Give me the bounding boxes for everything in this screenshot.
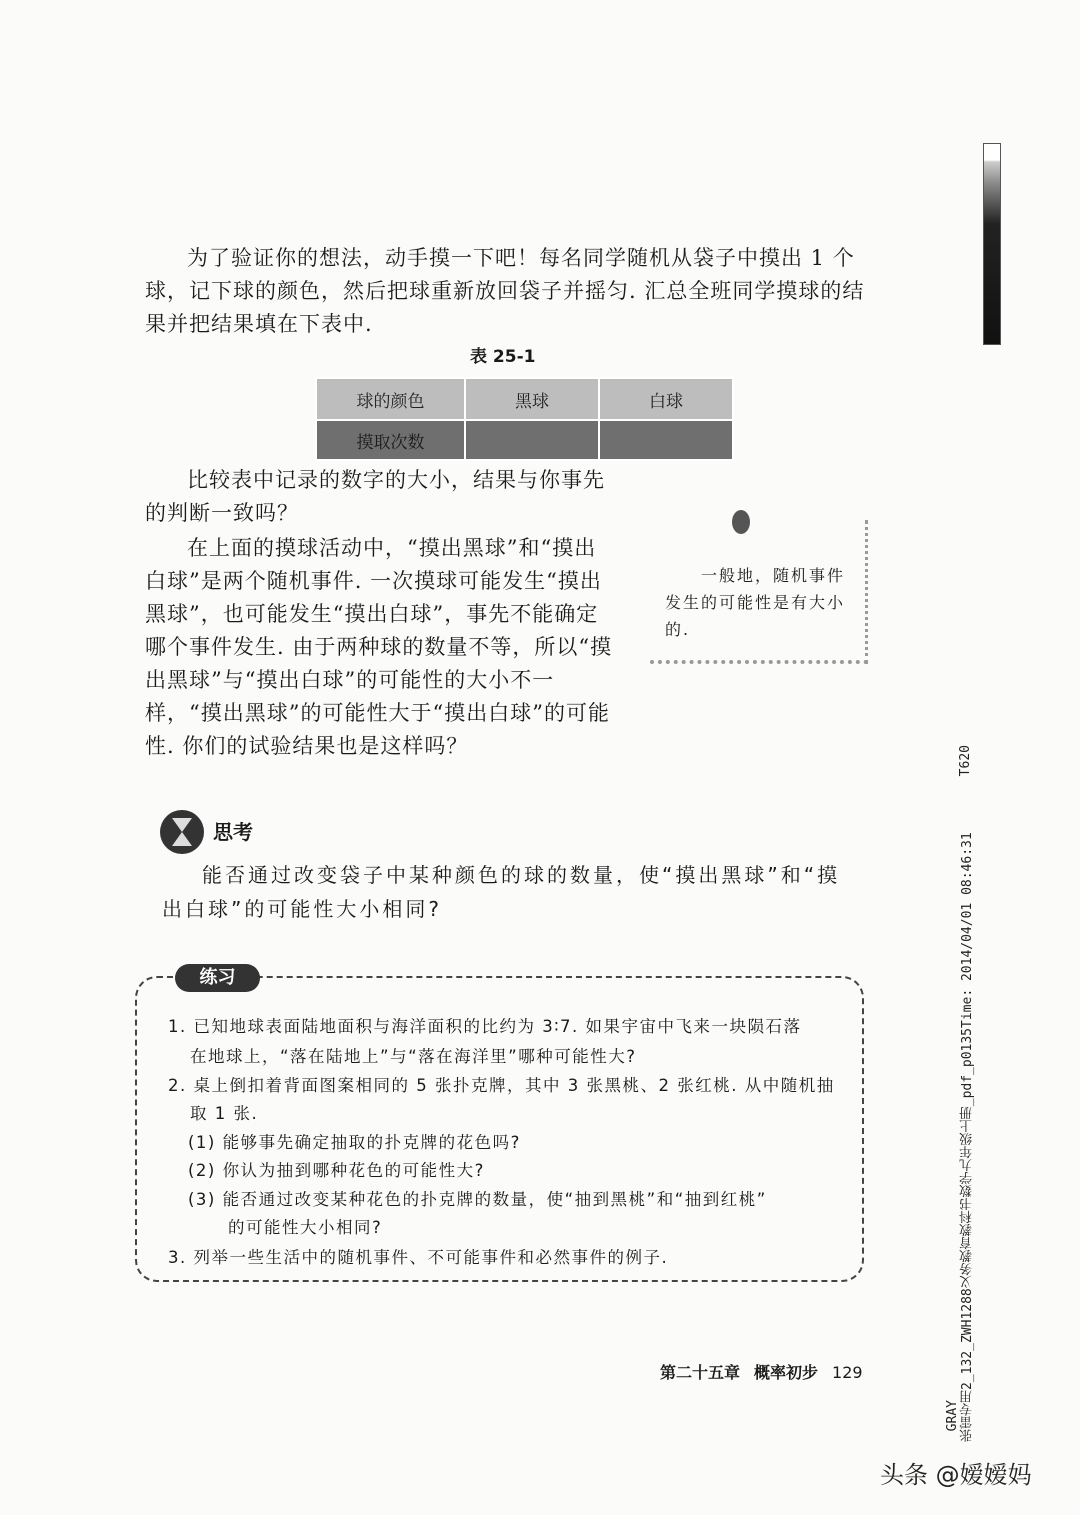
exercise-item: 在地球上，“落在陆地上”与“落在海洋里”哪种可能性大? (190, 1047, 637, 1066)
table-cell (599, 420, 733, 460)
paragraph: 在上面的摸球活动中，“摸出黑球”和“摸出白球”是两个随机事件. 一次摸球可能发生“摸出黑球”，也可能发生“摸出白球”，事先不能确定哪个事件发生. 由于两种球的数量不等，所以“摸出黑球”与“摸出白球”的可能性的大小不一样，“摸出黑球”的可能性大于“摸出白球”的可能性. 你们的试验结果也是这样吗？ (145, 536, 613, 758)
table-cell: 白球 (599, 378, 733, 420)
chapter-label: 第二十五章 (660, 1363, 741, 1382)
exercise-subitem: (2) 你认为抽到哪种花色的可能性大? (188, 1161, 485, 1180)
exercise-subitem: (1) 能够事先确定抽取的扑克牌的花色吗? (188, 1133, 521, 1152)
table-row (316, 378, 733, 420)
result-table (315, 377, 734, 461)
page-footer (660, 1360, 877, 1383)
table-caption: 表 25-1 (470, 347, 536, 367)
table-cell: 摸取次数 (316, 420, 465, 460)
exercise-item: 2. 桌上倒扣着背面图案相同的 5 张扑克牌，其中 3 张黑桃、2 张红桃. 从中随机抽 (168, 1076, 835, 1095)
scan-code: T620 (958, 745, 973, 777)
table-row (316, 420, 733, 460)
table-cell: 球的颜色 (316, 378, 465, 420)
side-note (650, 520, 868, 664)
exercise-subitem: 的可能性大小相同? (228, 1218, 383, 1237)
exercise-subitem: (3) 能否通过改变某种花色的扑克牌的数量，使“抽到黑桃”和“抽到红桃” (188, 1190, 767, 1209)
exercise-label: 练习 (175, 964, 260, 992)
grayscale-calibration-bar (983, 143, 1001, 345)
exercise-item: 取 1 张. (190, 1104, 259, 1123)
watermark: 头条 @嫒嫒妈 (880, 1461, 1032, 1489)
page-number: 129 (832, 1363, 863, 1382)
table-cell: 黑球 (465, 378, 599, 420)
think-heading: 思考 (213, 820, 253, 844)
think-text: 能否通过改变袋子中某种颜色的球的数量，使“摸出黑球”和“摸出白球”的可能性大小相同? (162, 863, 841, 921)
table-cell (465, 420, 599, 460)
chapter-title: 概率初步 (754, 1363, 819, 1382)
side-note-text: 一般地，随机事件发生的可能性是有大小的. (665, 566, 846, 639)
hourglass-icon (160, 810, 204, 854)
scan-mode: GRAY (945, 1400, 960, 1432)
body-text (145, 464, 613, 763)
scan-info: 张雷专用2_132_ZWH1288义务教育教科书数学九年级上册_pdf_p0135Time: 2014/04/01 08:46:31 (960, 832, 975, 1442)
exercise-item: 1. 已知地球表面陆地面积与海洋面积的比约为 3∶7. 如果宇宙中飞来一块陨石落 (168, 1017, 802, 1036)
paragraph: 比较表中记录的数字的大小，结果与你事先的判断一致吗？ (145, 468, 605, 525)
exercise-item: 3. 列举一些生活中的随机事件、不可能事件和必然事件的例子. (168, 1248, 669, 1267)
intro-paragraph: 为了验证你的想法，动手摸一下吧！每名同学随机从袋子中摸出 1 个球，记下球的颜色，然后把球重新放回袋子并摇匀. 汇总全班同学摸球的结果并把结果填在下表中. (145, 246, 865, 336)
